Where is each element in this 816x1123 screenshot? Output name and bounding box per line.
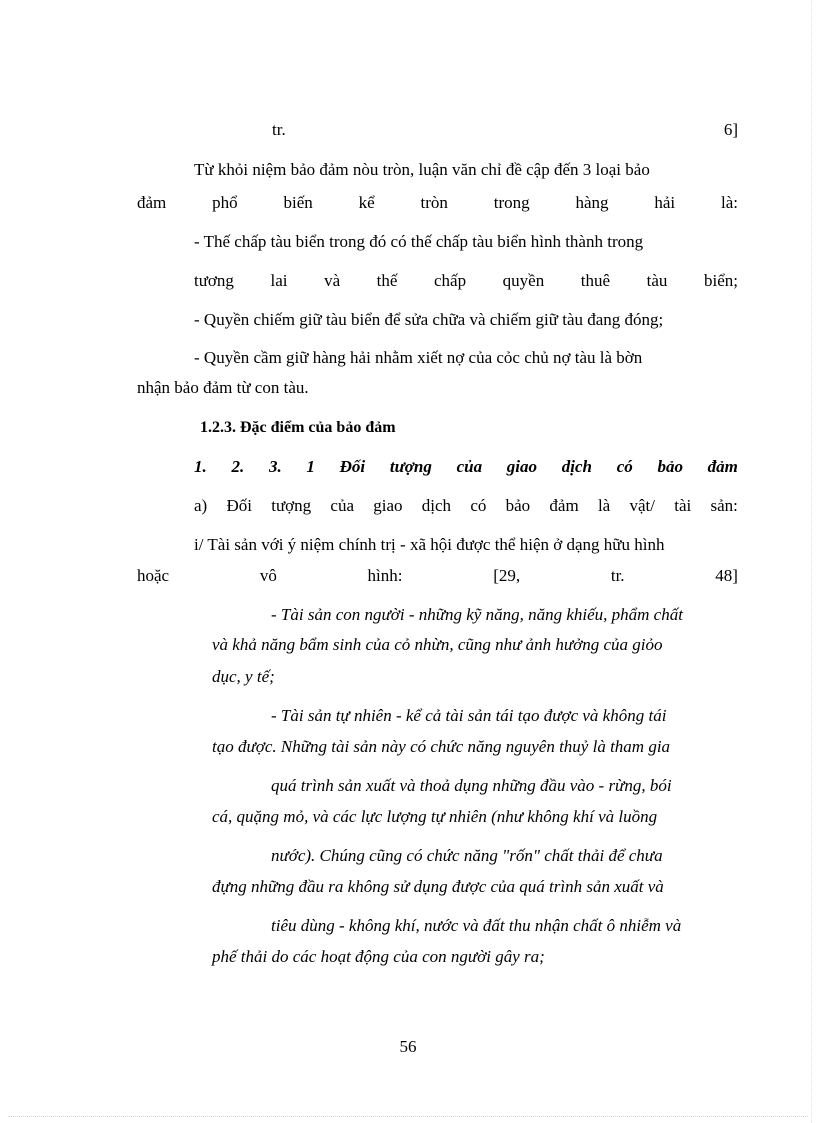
word: Đối bbox=[339, 457, 366, 476]
word: tr. bbox=[610, 566, 625, 585]
word: Đối bbox=[226, 496, 252, 515]
word: hình: bbox=[367, 566, 403, 585]
paragraph-line: i/ Tài sản với ý niệm chính trị - xã hội được thể hiện ở dạng hữu hình bbox=[194, 535, 665, 554]
list-item-line: - Thế chấp tàu biển trong đó có thế chấp tàu biển hình thành trong bbox=[194, 232, 644, 251]
word: trong bbox=[493, 193, 530, 212]
word: tương bbox=[194, 271, 234, 290]
word: phổ bbox=[212, 193, 238, 212]
word: giao bbox=[373, 496, 403, 515]
word: bảo bbox=[657, 457, 683, 476]
list-item-line: - Quyền cầm giữ hàng hải nhằm xiết nợ của cỏc chủ nợ tàu là bờn bbox=[194, 348, 643, 367]
word: tài bbox=[674, 496, 692, 515]
word: 3. bbox=[268, 457, 282, 476]
paragraph-line: Từ khỏi niệm bảo đảm nòu tròn, luận văn chỉ đề cập đến 3 loại bảo bbox=[194, 160, 650, 179]
word: hoặc bbox=[137, 566, 170, 585]
word: đảm bbox=[137, 193, 167, 212]
word: bảo bbox=[505, 496, 531, 515]
word: của bbox=[456, 457, 483, 476]
word: dịch bbox=[561, 457, 592, 476]
word: là bbox=[597, 496, 611, 515]
word: thuê bbox=[580, 271, 611, 290]
word: tròn bbox=[420, 193, 448, 212]
word: 1 bbox=[306, 457, 315, 476]
word: tượng bbox=[271, 496, 312, 515]
word: chấp bbox=[434, 271, 467, 290]
word: của bbox=[330, 496, 354, 515]
page-number: 56 bbox=[399, 1037, 417, 1056]
word: đảm bbox=[549, 496, 579, 515]
citation-part: tr. bbox=[272, 120, 286, 139]
quote-line: nước). Chúng cũng có chức năng "rốn" chất thải để chưa bbox=[271, 846, 663, 865]
quote-line: tiêu dùng - không khí, nước và đất thu nhận chất ô nhiễm và bbox=[271, 916, 682, 935]
list-item-line bbox=[194, 270, 738, 292]
word: giao bbox=[506, 457, 538, 476]
word: kể bbox=[358, 193, 375, 212]
quote-line: và khả năng bẩm sinh của cỏ nhừn, cũng như ảnh hưởng của giỏo bbox=[212, 635, 663, 654]
word: sản: bbox=[710, 496, 738, 515]
quote-line: - Tài sản con người - những kỹ năng, năng khiếu, phẩm chất bbox=[271, 605, 683, 624]
word: có bbox=[470, 496, 487, 515]
paragraph-line: nhận bảo đảm từ con tàu. bbox=[137, 378, 309, 397]
quote-line: quá trình sản xuất và thoả dụng những đầu vào - rừng, bói bbox=[271, 776, 672, 795]
section-heading: 1.2.3. Đặc điểm của bảo đảm bbox=[200, 419, 396, 436]
quote-line: đựng những đầu ra không sử dụng được của quá trình sản xuất và bbox=[212, 877, 664, 896]
word: lai bbox=[270, 271, 288, 290]
citation-part: 6] bbox=[723, 120, 738, 139]
word: quyền bbox=[502, 271, 545, 290]
word: 48] bbox=[715, 566, 738, 585]
word: vật/ bbox=[629, 496, 655, 515]
word: tượng bbox=[389, 457, 432, 476]
word: vô bbox=[259, 566, 277, 585]
paragraph-line bbox=[137, 565, 738, 587]
word: hàng bbox=[575, 193, 609, 212]
quote-line: tạo được. Những tài sản này có chức năng nguyên thuỷ là tham gia bbox=[212, 737, 671, 756]
subsection-heading bbox=[194, 456, 738, 478]
word: 2. bbox=[231, 457, 245, 476]
word: thế bbox=[376, 271, 398, 290]
citation-fragment-line bbox=[272, 119, 738, 141]
word: và bbox=[324, 271, 341, 290]
word: dịch bbox=[421, 496, 452, 515]
word: tàu bbox=[646, 271, 668, 290]
quote-line: cá, quặng mỏ, và các lực lượng tự nhiên (như không khí và luồng bbox=[212, 807, 658, 826]
word: là: bbox=[720, 193, 738, 212]
list-item-line: - Quyền chiếm giữ tàu biển để sửa chữa và chiếm giữ tàu đang đóng; bbox=[194, 310, 664, 329]
word: biển; bbox=[703, 271, 738, 290]
word: a) bbox=[194, 496, 208, 515]
quote-line: dục, y tế; bbox=[212, 667, 275, 686]
word: biến bbox=[283, 193, 313, 212]
word: 1. bbox=[194, 457, 207, 476]
paragraph-line bbox=[137, 192, 738, 214]
paragraph-line bbox=[194, 495, 738, 517]
word: có bbox=[616, 457, 633, 476]
page-right-divider bbox=[811, 0, 812, 1123]
page-bottom-divider bbox=[8, 1116, 808, 1117]
word: [29, bbox=[493, 566, 521, 585]
word: đảm bbox=[707, 457, 738, 476]
quote-line: - Tài sản tự nhiên - kể cả tài sản tái tạo được và không tái bbox=[271, 706, 667, 725]
quote-line: phế thải do các hoạt động của con người gây ra; bbox=[212, 947, 545, 966]
word: hải bbox=[654, 193, 676, 212]
